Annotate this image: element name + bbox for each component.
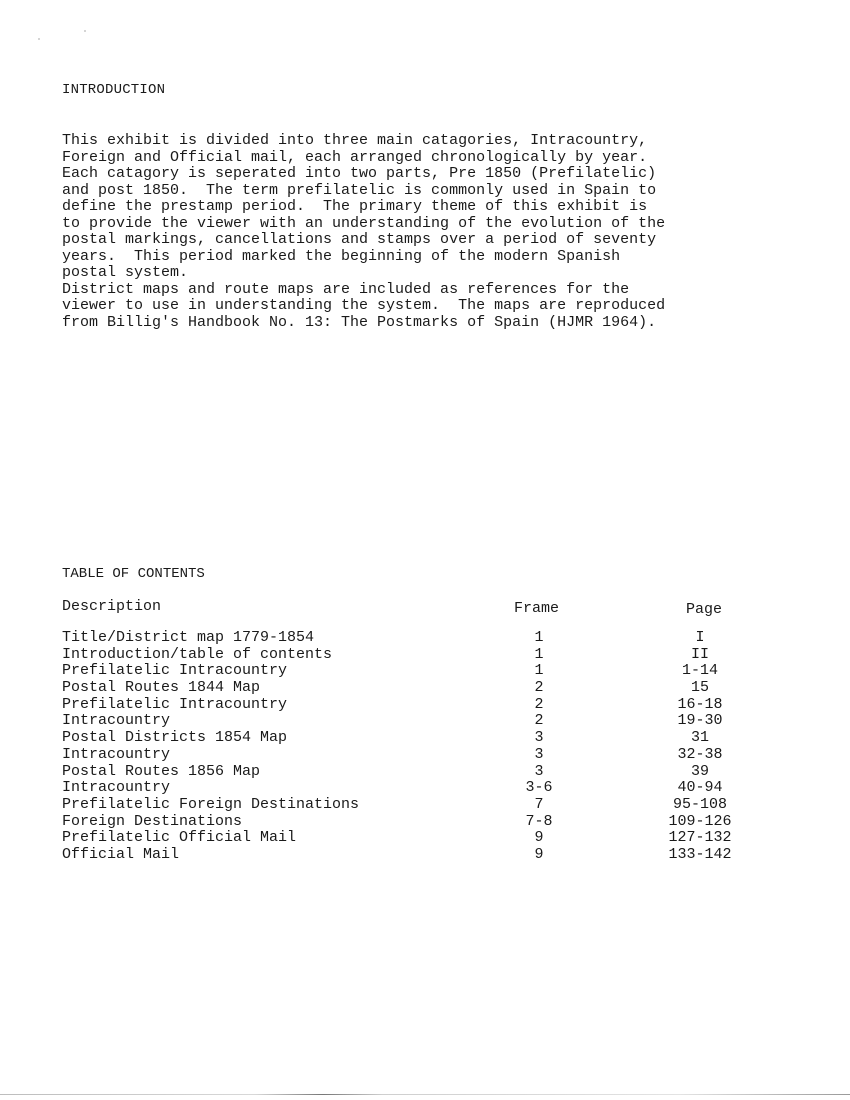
toc-description: Prefilatelic Foreign Destinations [62,795,360,813]
introduction-line: Each catagory is seperated into two parts, Pre 1850 (Prefilatelic) [62,165,657,182]
introduction-body [62,133,762,331]
toc-page: 127-132 [668,829,732,847]
toc-description: Prefilatelic Official Mail [62,829,297,847]
toc-row [62,680,762,697]
toc-row [62,697,762,714]
toc-description: Foreign Destinations [62,812,243,830]
column-header-page: Page [686,601,723,618]
toc-description: Official Mail [62,845,180,863]
toc-page: 16-18 [677,695,723,713]
toc-table [62,630,762,864]
introduction-line: This exhibit is divided into three main catagories, Intracountry, [62,132,648,149]
scan-speck [84,30,86,32]
toc-page: 1-14 [681,662,718,680]
introduction-line: years. This period marked the beginning of the modern Spanish [62,247,621,265]
toc-description: Title/District map 1779-1854 [62,629,315,646]
toc-page: I [695,629,705,646]
toc-row [62,797,762,814]
introduction-line: from Billig's Handbook No. 13: The Postmarks of Spain (HJMR 1964). [62,313,657,331]
toc-frame: 7-8 [525,812,553,830]
toc-page: 19-30 [677,712,723,730]
toc-description: Postal Routes 1856 Map [62,762,261,780]
toc-frame: 3 [534,762,544,780]
toc-frame: 2 [534,679,544,697]
toc-page: 39 [690,762,709,780]
toc-row [62,730,762,747]
toc-page: 31 [690,729,709,747]
introduction-line: define the prestamp period. The primary theme of this exhibit is [62,198,648,215]
toc-frame: 3 [534,745,544,763]
toc-row [62,830,762,847]
toc-page: 133-142 [668,845,732,863]
toc-row [62,780,762,797]
toc-description: Prefilatelic Intracountry [62,695,288,713]
toc-description: Prefilatelic Intracountry [62,662,288,680]
toc-row [62,663,762,680]
toc-frame: 2 [534,695,544,713]
toc-description: Intracountry [62,712,171,730]
introduction-line: postal markings, cancellations and stamps over a period of seventy [62,231,657,248]
toc-page: 95-108 [672,795,727,813]
scan-edge-line [0,1094,850,1095]
toc-row [62,747,762,764]
toc-frame: 9 [534,829,544,847]
toc-description: Postal Routes 1844 Map [62,679,261,697]
toc-frame: 2 [534,712,544,730]
toc-row [62,647,762,664]
toc-page: 40-94 [677,779,723,797]
scan-speck [38,38,40,40]
toc-frame: 1 [534,645,544,663]
toc-heading: TABLE OF CONTENTS [62,566,205,582]
toc-frame: 1 [534,629,544,646]
toc-description: Postal Districts 1854 Map [62,729,288,747]
toc-row [62,847,762,864]
toc-page: 109-126 [668,812,732,830]
toc-row [62,814,762,831]
column-header-description: Description [62,598,162,615]
toc-frame: 3-6 [525,779,553,797]
toc-frame: 7 [534,795,544,813]
toc-page: 32-38 [677,745,723,763]
introduction-heading: INTRODUCTION [62,82,166,98]
toc-frame: 3 [534,729,544,747]
toc-row [62,630,762,647]
toc-row [62,713,762,730]
column-header-frame: Frame [514,600,560,617]
introduction-line: Foreign and Official mail, each arranged chronologically by year. [62,148,648,166]
introduction-line: District maps and route maps are included as references for the [62,280,630,298]
toc-description: Intracountry [62,779,171,797]
toc-row [62,764,762,781]
toc-description: Intracountry [62,745,171,763]
toc-description: Introduction/table of contents [62,645,333,663]
introduction-line: and post 1850. The term prefilatelic is commonly used in Spain to [62,181,657,199]
toc-frame: 9 [534,845,544,863]
toc-page: 15 [690,679,709,697]
toc-frame: 1 [534,662,544,680]
introduction-line: postal system. [62,264,189,281]
introduction-line: to provide the viewer with an understanding of the evolution of the [62,214,666,232]
introduction-line: viewer to use in understanding the system. The maps are reproduced [62,297,666,314]
toc-page: II [690,645,709,663]
